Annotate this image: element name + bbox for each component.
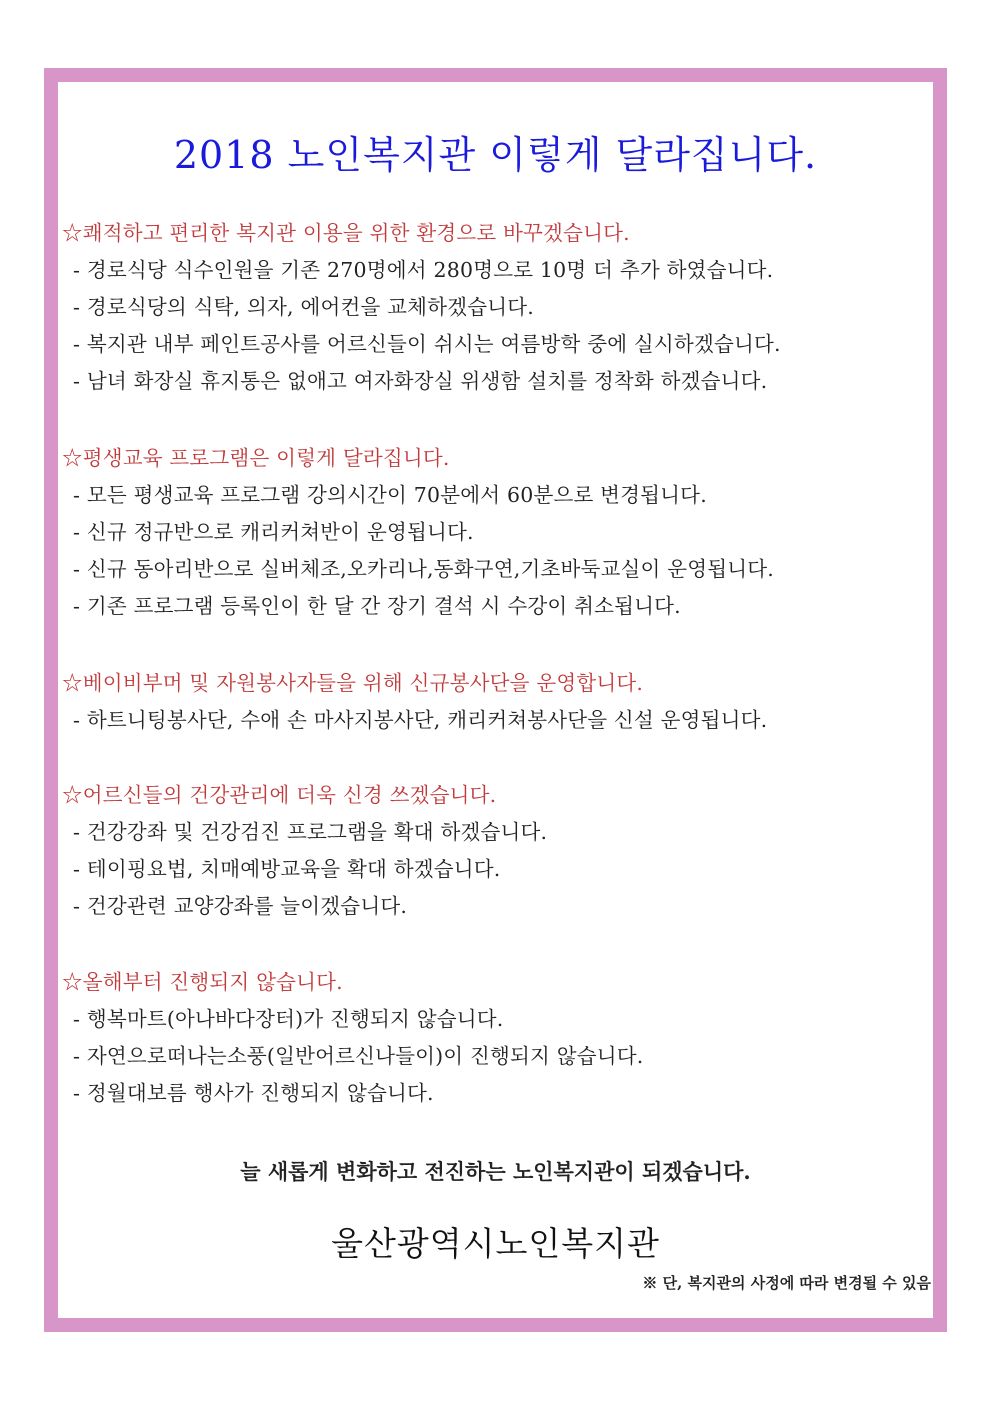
- section-education: [62, 440, 929, 625]
- section-heading: ☆평생교육 프로그램은 이렇게 달라집니다.: [62, 446, 450, 470]
- section-environment: [62, 215, 929, 400]
- list-item: - 정월대보름 행사가 진행되지 않습니다.: [73, 1081, 434, 1105]
- section-health: [62, 777, 929, 925]
- section-heading: ☆베이비부머 및 자원봉사자들을 위해 신규봉사단을 운영합니다.: [62, 671, 644, 695]
- section-heading: ☆올해부터 진행되지 않습니다.: [62, 970, 343, 994]
- list-item: - 건강관련 교양강좌를 늘이겠습니다.: [73, 894, 408, 918]
- list-item: - 기존 프로그램 등록인이 한 달 간 장기 결석 시 수강이 취소됩니다.: [73, 594, 681, 618]
- closing-statement: 늘 새롭게 변화하고 전진하는 노인복지관이 되겠습니다.: [240, 1159, 751, 1184]
- section-volunteers: [62, 665, 929, 739]
- list-item: - 남녀 화장실 휴지통은 없애고 여자화장실 위생함 설치를 정착화 하겠습니다.: [73, 369, 768, 393]
- list-item: - 모든 평생교육 프로그램 강의시간이 70분에서 60분으로 변경됩니다.: [73, 483, 707, 507]
- section-discontinued: [62, 964, 929, 1112]
- list-item: - 하트니팅봉사단, 수애 손 마사지봉사단, 캐리커쳐봉사단을 신설 운영됩니다.: [73, 708, 768, 732]
- list-item: - 자연으로떠나는소풍(일반어르신나들이)이 진행되지 않습니다.: [73, 1044, 644, 1068]
- footnote: ※ 단, 복지관의 사정에 따라 변경될 수 있음: [642, 1274, 931, 1292]
- list-item: - 경로식당의 식탁, 의자, 에어컨을 교체하겠습니다.: [73, 295, 534, 319]
- page-title: 2018 노인복지관 이렇게 달라집니다.: [173, 133, 818, 177]
- list-item: - 행복마트(아나바다장터)가 진행되지 않습니다.: [73, 1007, 504, 1031]
- section-heading: ☆쾌적하고 편리한 복지관 이용을 위한 환경으로 바꾸겠습니다.: [62, 221, 630, 245]
- list-item: - 신규 정규반으로 캐리커쳐반이 운영됩니다.: [73, 520, 474, 544]
- organization-name: 울산광역시노인복지관: [331, 1224, 660, 1263]
- list-item: - 테이핑요법, 치매예방교육을 확대 하겠습니다.: [73, 857, 501, 881]
- section-heading: ☆어르신들의 건강관리에 더욱 신경 쓰겠습니다.: [62, 783, 497, 807]
- list-item: - 신규 동아리반으로 실버체조,오카리나,동화구연,기초바둑교실이 운영됩니다.: [73, 557, 774, 581]
- list-item: - 경로식당 식수인원을 기존 270명에서 280명으로 10명 더 추가 하였습니다.: [73, 258, 774, 282]
- list-item: - 건강강좌 및 건강검진 프로그램을 확대 하겠습니다.: [73, 820, 548, 844]
- list-item: - 복지관 내부 페인트공사를 어르신들이 쉬시는 여름방학 중에 실시하겠습니다.: [73, 332, 781, 356]
- notice-frame: [44, 68, 947, 1332]
